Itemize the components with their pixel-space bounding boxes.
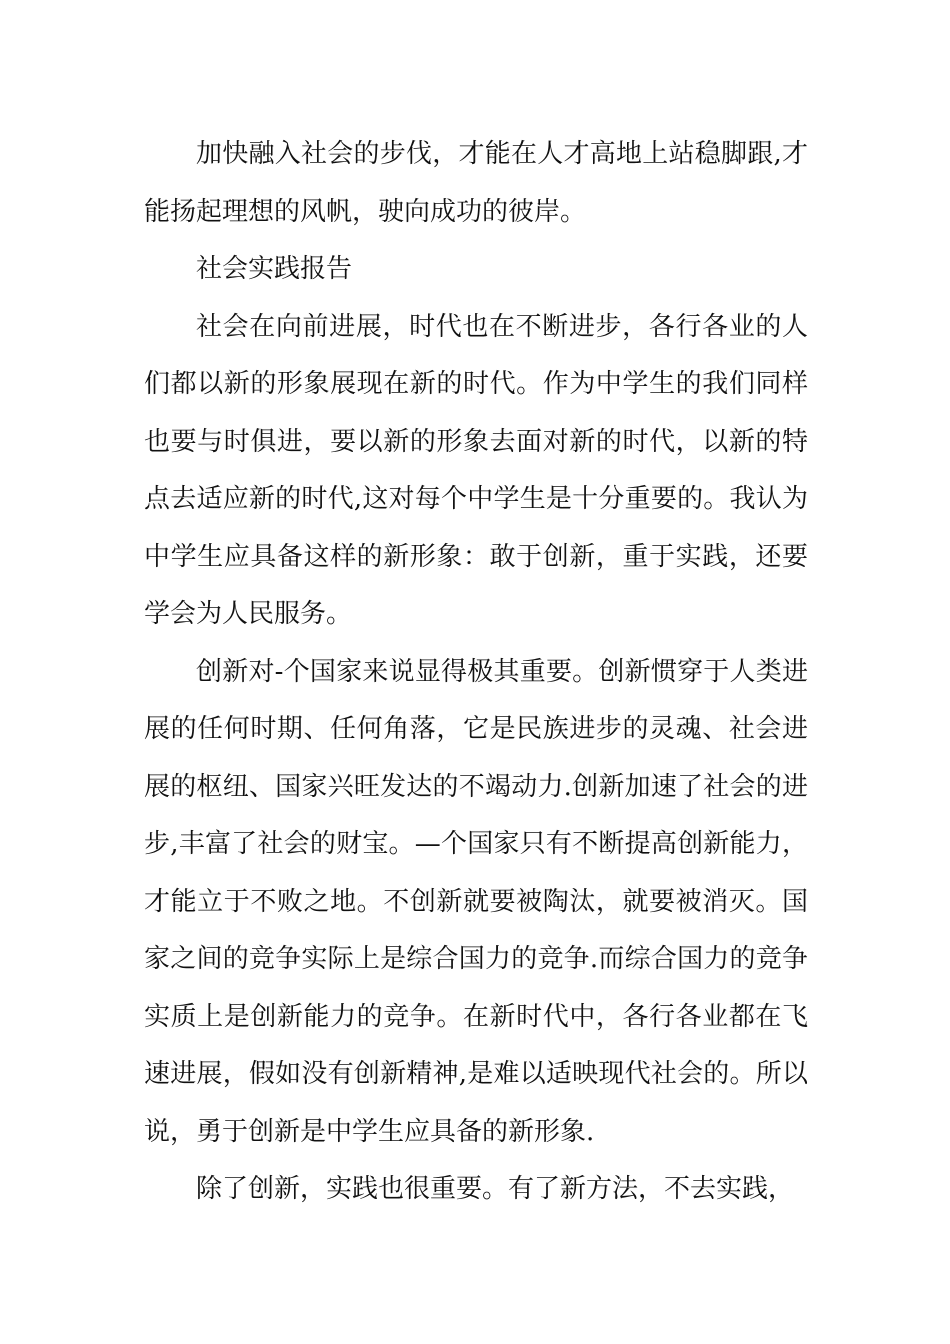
paragraph-innovation: 创新对-个国家来说显得极其重要。创新惯穿于人类进展的任何时期、任何角落，它是民族进步的灵魂、社会进展的枢纽、国家兴旺发达的不竭动力.创新加速了社会的进步,丰富了社会的财宝。—个国家只有不断提高创新能力，才能立于不败之地。不创新就要被陶汰，就要被消灭。国家之间的竞争实际上是综合国力的竞争.而综合国力的竞争实质上是创新能力的竞争。在新时代中，各行各业都在飞速进展，假如没有创新精神,是难以适映现代社会的。所以说，勇于创新是中学生应具备的新形象. bbox=[144, 656, 808, 1147]
document-body bbox=[144, 126, 808, 1219]
paragraph-practice: 除了创新，实践也很重要。有了新方法，不去实践， bbox=[196, 1174, 795, 1204]
paragraph-intro: 加快融入社会的步伐，才能在人才高地上站稳脚跟,才能扬起理想的风帆，驶向成功的彼岸。 bbox=[144, 139, 808, 227]
paragraph-new-image: 社会在向前进展，时代也在不断进步，各行各业的人们都以新的形象展现在新的时代。作为中学生的我们同样也要与时俱进，要以新的形象去面对新的时代，以新的特点去适应新的时代,这对每个中学生是十分重要的。我认为中学生应具备这样的新形象：敢于创新，重于实践，还要学会为人民服务。 bbox=[144, 311, 808, 629]
section-heading: 社会实践报告 bbox=[196, 254, 353, 284]
